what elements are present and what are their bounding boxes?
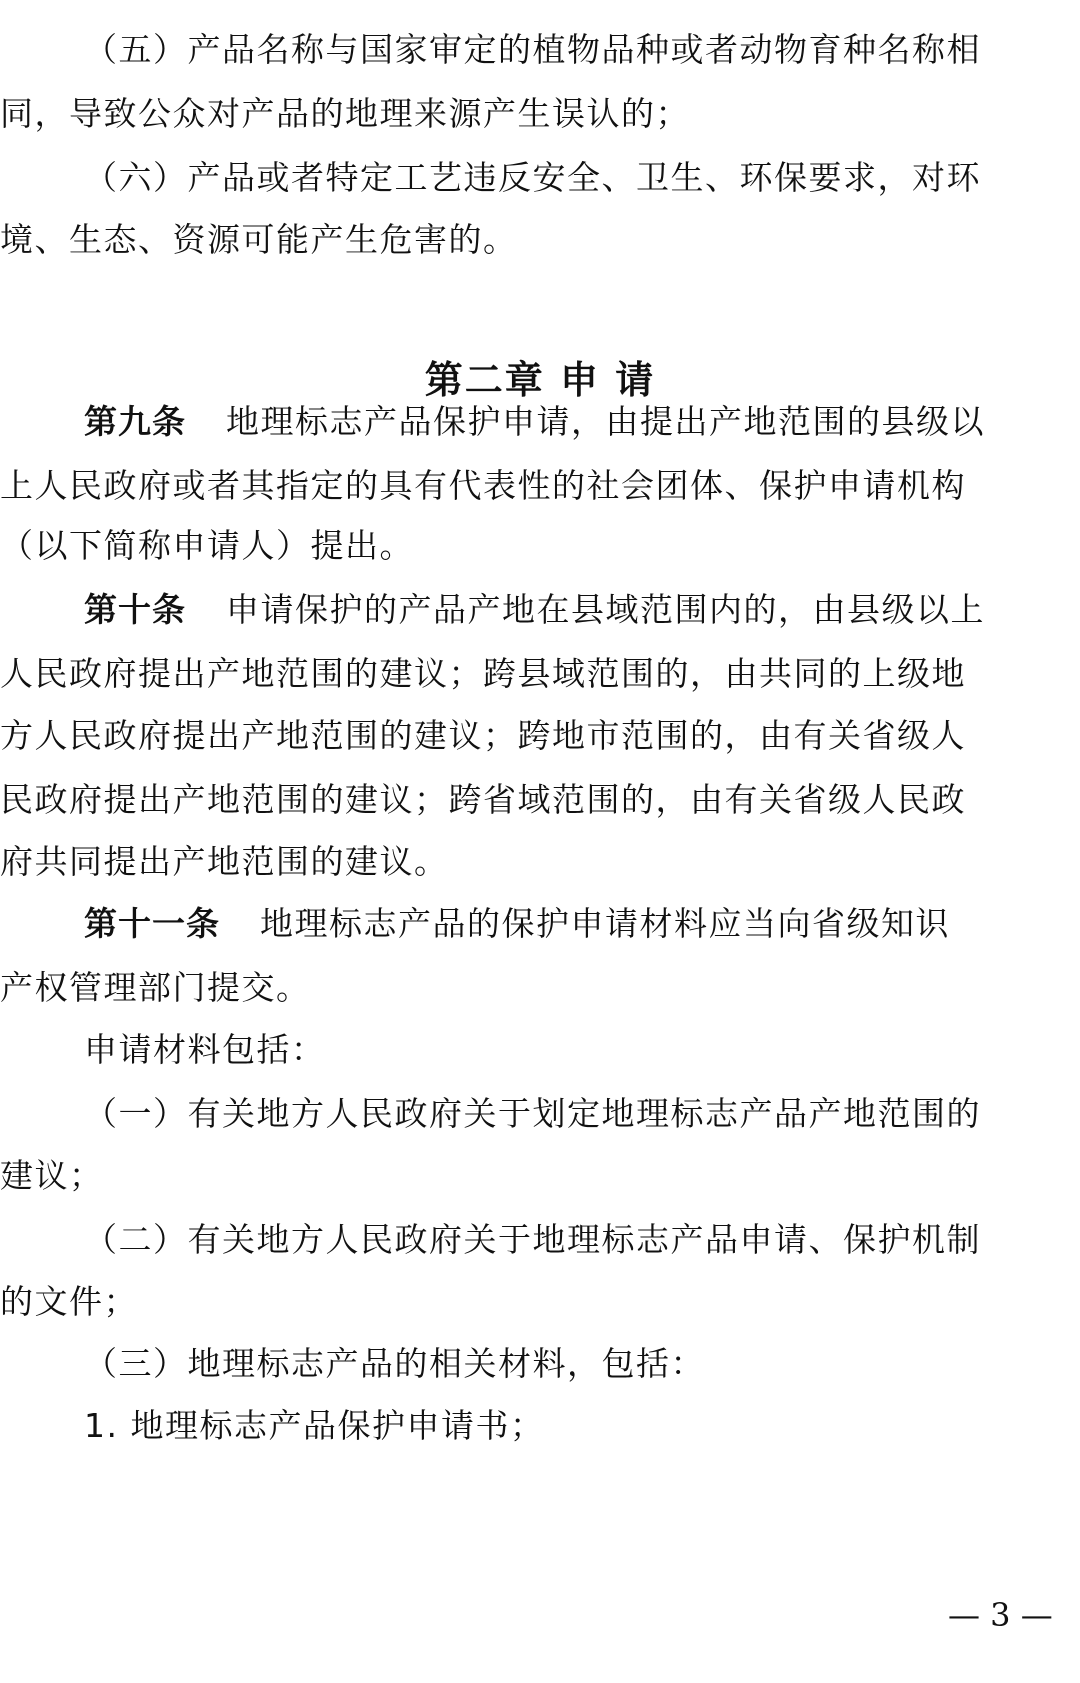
- item-1-line2: 建议；: [0, 1156, 104, 1195]
- article-10-line4: 民政府提出产地范围的建议；跨省域范围的，由有关省级人民政: [0, 780, 966, 819]
- item-1-line1: （一）有关地方人民政府关于划定地理标志产品产地范围的: [84, 1094, 981, 1133]
- article-9-line1: [84, 402, 1080, 442]
- article-10-label: 第十条: [84, 590, 186, 629]
- clause-5-line1: （五）产品名称与国家审定的植物品种或者动物育种名称相: [84, 30, 981, 69]
- clause-6-line2: 境、生态、资源可能产生危害的。: [0, 220, 518, 259]
- clause-6-line1: （六）产品或者特定工艺违反安全、卫生、环保要求，对环: [84, 158, 981, 197]
- chapter-heading: 第二章 申 请: [424, 358, 656, 402]
- item-3-line1: （三）地理标志产品的相关材料，包括：: [84, 1344, 705, 1383]
- page-number: — 3 —: [948, 1596, 1053, 1634]
- article-11-text: 地理标志产品的保护申请材料应当向省级知识: [260, 904, 950, 943]
- item-2-line2: 的文件；: [0, 1282, 138, 1321]
- article-11-label: 第十一条: [84, 904, 220, 943]
- article-9-text: 地理标志产品保护申请，由提出产地范围的县级以: [226, 402, 985, 441]
- article-10-line2: 人民政府提出产地范围的建议；跨县域范围的，由共同的上级地: [0, 654, 966, 693]
- article-10-line5: 府共同提出产地范围的建议。: [0, 842, 449, 881]
- article-9-line2: 上人民政府或者其指定的具有代表性的社会团体、保护申请机构: [0, 466, 966, 505]
- clause-5-line2: 同，导致公众对产品的地理来源产生误认的；: [0, 94, 690, 133]
- subitem-1: 1. 地理标志产品保护申请书；: [84, 1406, 545, 1445]
- materials-intro: 申请材料包括：: [84, 1030, 326, 1069]
- item-2-line1: （二）有关地方人民政府关于地理标志产品申请、保护机制: [84, 1220, 981, 1259]
- article-9-label: 第九条: [84, 402, 186, 441]
- article-10-text: 申请保护的产品产地在县域范围内的，由县级以上: [226, 590, 985, 629]
- article-10-line1: [84, 590, 1080, 630]
- article-11-line1: [84, 904, 1080, 944]
- article-11-line2: 产权管理部门提交。: [0, 968, 311, 1007]
- article-10-line3: 方人民政府提出产地范围的建议；跨地市范围的，由有关省级人: [0, 716, 966, 755]
- article-9-line3: （以下简称申请人）提出。: [0, 526, 414, 565]
